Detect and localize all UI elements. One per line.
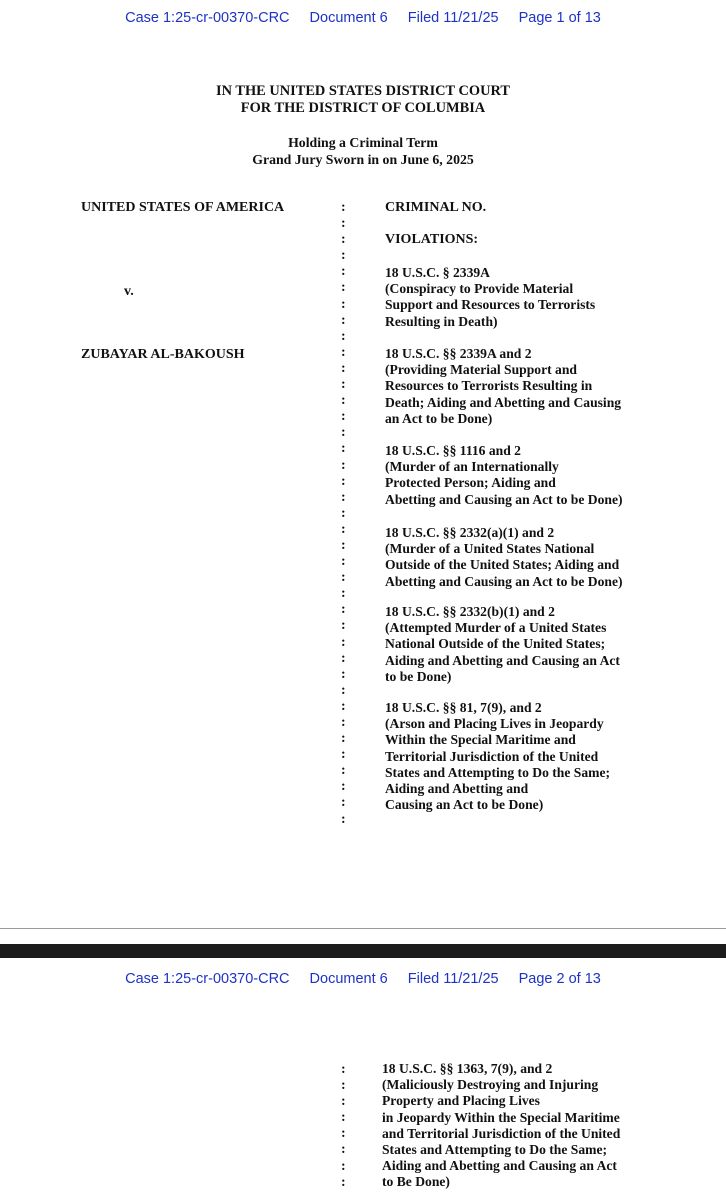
violation-block (385, 700, 685, 813)
violations-label: VIOLATIONS: (385, 232, 479, 247)
document-page-2 (0, 958, 726, 1200)
page-number: Page 1 of 13 (518, 10, 601, 26)
violation-line: Aiding and Abetting and Causing an Act (385, 652, 620, 668)
versus-label: v. (124, 284, 134, 299)
violation-line: Within the Special Maritime and (385, 732, 576, 748)
caption-colon-column: : : : : : : : : : : : : : : : : : : : : : : : : : : : : : : : : : : : : : : : (341, 200, 346, 827)
court-name-line-1: IN THE UNITED STATES DISTRICT COURT (216, 83, 510, 99)
violation-line: Aiding and Abetting and Causing an Act (382, 1158, 617, 1174)
violation-line: Territorial Jurisdiction of the United (385, 748, 599, 764)
violation-statute: 18 U.S.C. §§ 2332(b)(1) and 2 (385, 604, 555, 619)
violation-block (385, 525, 685, 590)
violation-line: Aiding and Abetting and (385, 781, 529, 797)
violation-block (385, 265, 685, 330)
case-number: Case 1:25-cr-00370-CRC (125, 971, 290, 987)
term-line-2: Grand Jury Sworn in on June 6, 2025 (252, 152, 474, 167)
case-number: Case 1:25-cr-00370-CRC (125, 10, 290, 26)
page-separator (0, 944, 726, 958)
document-number: Document 6 (309, 971, 388, 987)
violation-line: (Maliciously Destroying and Injuring (382, 1077, 599, 1093)
violation-line: Property and Placing Lives (382, 1093, 540, 1109)
violation-line: Abetting and Causing an Act to be Done) (385, 491, 623, 507)
violation-line: States and Attempting to Do the Same; (382, 1142, 608, 1158)
violation-line: (Providing Material Support and (385, 362, 577, 378)
violation-line: an Act to be Done) (385, 410, 493, 426)
violation-line: in Jeopardy Within the Special Maritime (382, 1109, 620, 1125)
filed-date: Filed 11/21/25 (407, 971, 499, 987)
violation-block (385, 604, 685, 685)
violation-statute: 18 U.S.C. §§ 2332(a)(1) and 2 (385, 525, 555, 540)
violation-statute: 18 U.S.C. §§ 2339A and 2 (385, 346, 532, 361)
term-line-1: Holding a Criminal Term (288, 135, 438, 150)
violation-line: States and Attempting to Do the Same; (385, 764, 611, 780)
violation-line: (Arson and Placing Lives in Jeopardy (385, 716, 604, 732)
violation-line: Resources to Terrorists Resulting in (385, 378, 593, 394)
violation-line: Death; Aiding and Abetting and Causing (385, 394, 622, 410)
violation-line: Support and Resources to Terrorists (385, 297, 596, 313)
violation-line: (Murder of an Internationally (385, 459, 559, 475)
ecf-header (0, 10, 726, 26)
violation-line: Protected Person; Aiding and (385, 475, 556, 491)
violation-line: (Murder of a United States National (385, 541, 595, 557)
violation-line: to Be Done) (382, 1174, 450, 1190)
violation-block (385, 443, 685, 508)
violation-block (385, 346, 685, 427)
violation-line: Outside of the United States; Aiding and (385, 557, 620, 573)
filed-date: Filed 11/21/25 (407, 10, 499, 26)
violation-line: to be Done) (385, 668, 452, 684)
violation-line: Resulting in Death) (385, 313, 498, 329)
defendant-name: ZUBAYAR AL-BAKOUSH (81, 347, 245, 362)
page-bottom-edge (0, 928, 726, 929)
violation-line: (Attempted Murder of a United States (385, 620, 607, 636)
violation-line: Abetting and Causing an Act to be Done) (385, 573, 623, 589)
violation-statute: 18 U.S.C. § 2339A (385, 265, 490, 280)
violation-line: and Territorial Jurisdiction of the United (382, 1125, 621, 1141)
plaintiff-name: UNITED STATES OF AMERICA (81, 200, 285, 215)
court-name-line-2: FOR THE DISTRICT OF COLUMBIA (240, 100, 486, 116)
violation-statute: 18 U.S.C. §§ 1116 and 2 (385, 443, 521, 458)
violation-statute: 18 U.S.C. §§ 1363, 7(9), and 2 (382, 1061, 553, 1076)
caption-colon-column: : : : : : : : : (341, 1062, 346, 1190)
violation-line: Causing an Act to be Done) (385, 797, 544, 813)
document-number: Document 6 (309, 10, 388, 26)
violation-block (382, 1061, 682, 1191)
violation-line: National Outside of the United States; (385, 636, 606, 652)
violation-statute: 18 U.S.C. §§ 81, 7(9), and 2 (385, 700, 542, 715)
page-number: Page 2 of 13 (518, 971, 601, 987)
criminal-no-label: CRIMINAL NO. (385, 200, 487, 215)
violation-line: (Conspiracy to Provide Material (385, 281, 574, 297)
ecf-header (0, 971, 726, 987)
